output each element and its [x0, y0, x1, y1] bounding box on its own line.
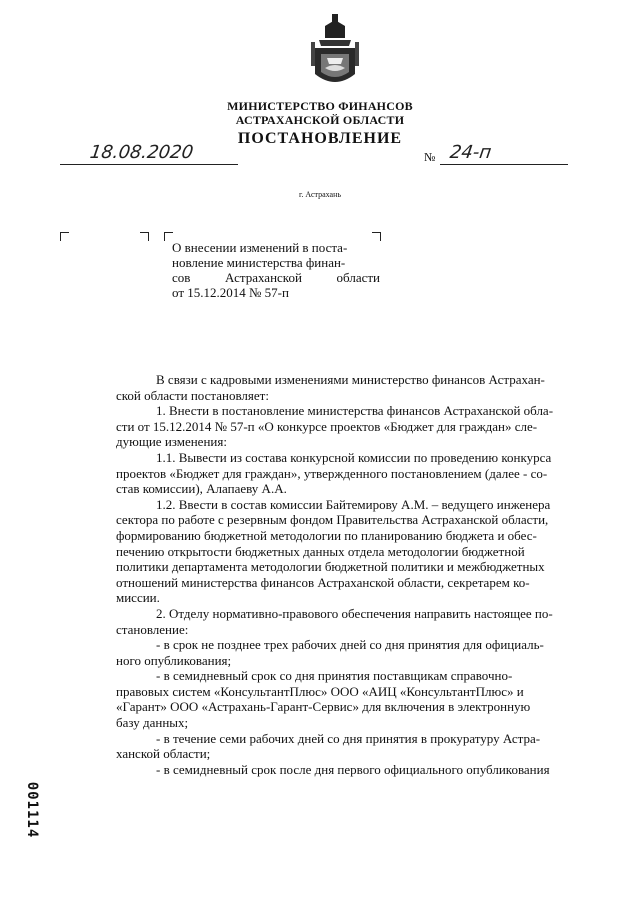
subject-line: новление министерства финан- — [172, 255, 346, 270]
city-label: г. Астрахань — [298, 190, 342, 199]
body-line: 1. Внести в постановление министерства финансов Астраханской обла- — [156, 403, 554, 419]
ministry-name — [0, 99, 640, 127]
body-line: став комиссии), Алапаеву А.А. — [116, 481, 287, 497]
handwritten-date: 18.08.2020 — [88, 142, 195, 163]
body-line: сектора по работе с резервным фондом Правительства Астраханской области, — [116, 512, 549, 528]
body-line: 2. Отделу нормативно-правового обеспечения направить настоящее по- — [156, 605, 553, 621]
number-label: № — [424, 150, 436, 164]
body-line: формированию бюджетной методологии по планированию бюджета и обес- — [116, 527, 537, 543]
body-line: дующие изменения: — [116, 434, 227, 450]
handwritten-number: 24-п — [448, 142, 493, 163]
body-line: проектов «Бюджет для граждан», утвержденного постановлением (далее - со- — [116, 465, 548, 481]
subject-line: сов Астраханской области — [172, 270, 380, 285]
body-line: ханской области; — [116, 746, 211, 762]
document-type-title: ПОСТАНОВЛЕНИЕ — [237, 130, 403, 147]
ministry-line-2: АСТРАХАНСКОЙ ОБЛАСТИ — [235, 113, 405, 127]
body-line: В связи с кадровыми изменениями министерство финансов Астрахан- — [156, 372, 545, 387]
body-line: - в течение семи рабочих дней со дня принятия в прокуратуру Астра- — [156, 730, 541, 746]
body-line: ного опубликования; — [116, 652, 232, 668]
body-line: «Гарант» ООО «Астрахань-Гарант-Сервис» для включения в электронную — [116, 699, 531, 715]
body-line: политики департамента методологии бюджетной политики и межбюджетных — [116, 559, 545, 575]
ministry-line-1: МИНИСТЕРСТВО ФИНАНСОВ — [227, 99, 413, 113]
date-field — [60, 142, 238, 165]
body-line: 1.2. Ввести в состав комиссии Байтемирову А.М. – ведущего инженера — [156, 496, 551, 512]
body-line: - в срок не позднее трех рабочих дней со дня принятия для официаль- — [156, 637, 544, 653]
subject-line: О внесении изменений в поста- — [172, 240, 348, 255]
subject-line: от 15.12.2014 № 57-п — [172, 285, 289, 300]
number-field — [440, 142, 568, 165]
bracket-corner-icon — [140, 232, 149, 241]
body-line: отношений министерства финансов Астраханской области, секретарем ко- — [116, 574, 530, 590]
body-line: правовых систем «КонсультантПлюс» ООО «АИЦ «КонсультантПлюс» и — [116, 683, 524, 699]
coat-of-arms-emblem — [307, 12, 363, 92]
serial-number-text: 001114 — [24, 781, 40, 839]
body-line: печению открытости бюджетных данных отдела методологии бюджетной — [116, 543, 525, 559]
body-line: миссии. — [116, 590, 160, 606]
body-line: становление: — [116, 621, 189, 637]
body-line: сти от 15.12.2014 № 57-п «О конкурсе проектов «Бюджет для граждан» сле- — [116, 418, 538, 434]
body-line: базу данных; — [116, 715, 189, 731]
serial-number-stamp — [20, 781, 44, 842]
document-subject — [172, 240, 380, 300]
body-line: - в семидневный срок со дня принятия поставщикам справочно- — [156, 668, 513, 684]
body-line: 1.1. Вывести из состава конкурсной комиссии по проведению конкурса — [156, 449, 552, 465]
body-line: ской области постановляет: — [116, 387, 269, 403]
document-body — [116, 372, 620, 777]
body-line: - в семидневный срок после дня первого официального опубликования — [156, 761, 550, 777]
bracket-corner-icon — [60, 232, 69, 241]
